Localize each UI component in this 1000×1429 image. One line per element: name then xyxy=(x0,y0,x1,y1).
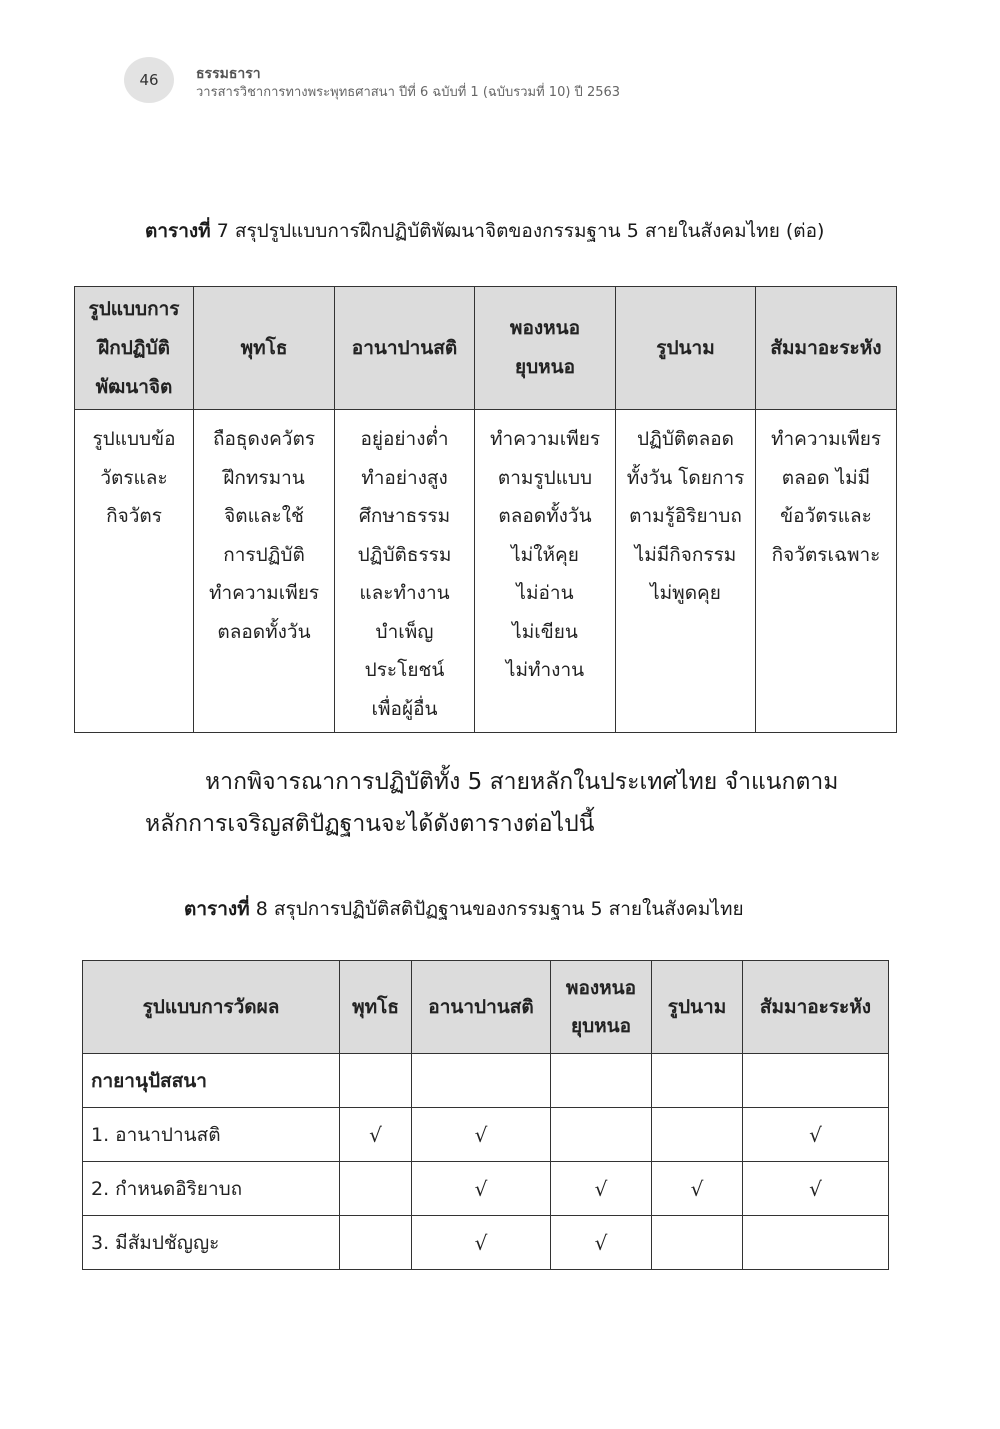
table7-header-cell: อานาปานสติ xyxy=(335,287,475,410)
body-paragraph-line2: หลักการเจริญสติปัฏฐานจะได้ดังตารางต่อไปนี้ xyxy=(145,811,595,837)
table8-header-cell: พุทโธ xyxy=(340,961,412,1054)
table7-caption-label: ตารางที่ xyxy=(145,220,211,242)
table7-cell: ทำความเพียร ตามรูปแบบ ตลอดทั้งวัน ไม่ให้คุย ไม่อ่าน ไม่เขียน ไม่ทำงาน xyxy=(475,410,616,733)
table8 xyxy=(82,960,889,1270)
table7-header-cell: รูปนาม xyxy=(616,287,756,410)
running-header xyxy=(196,64,620,102)
check-mark xyxy=(340,1162,412,1216)
table7-header-cell: พุทโธ xyxy=(194,287,335,410)
table8-row xyxy=(83,1216,889,1270)
table8-cell xyxy=(652,1054,743,1108)
check-mark: √ xyxy=(743,1108,889,1162)
table8-header-row xyxy=(83,961,889,1054)
journal-issue: วารสารวิชาการทางพระพุทธศาสนา ปีที่ 6 ฉบับที่ 1 (ฉบับรวมที่ 10) ปี 2563 xyxy=(196,85,621,100)
check-mark: √ xyxy=(412,1108,551,1162)
table7-row xyxy=(75,410,897,733)
table7-cell: รูปแบบข้อ วัตรและ กิจวัตร xyxy=(75,410,194,733)
check-mark: √ xyxy=(412,1162,551,1216)
table8-cell xyxy=(412,1054,551,1108)
table8-header-cell: รูปแบบการวัดผล xyxy=(83,961,340,1054)
table8-cell xyxy=(340,1054,412,1108)
table7-caption-number: 7 xyxy=(216,220,229,242)
check-mark: √ xyxy=(340,1108,412,1162)
table7-header-cell: สัมมาอะระหัง xyxy=(756,287,897,410)
table7-header-cell: พองหนอ ยุบหนอ xyxy=(475,287,616,410)
check-mark xyxy=(652,1216,743,1270)
check-mark: √ xyxy=(551,1216,652,1270)
table8-cell xyxy=(551,1054,652,1108)
table8-row-label: 3. มีสัมปชัญญะ xyxy=(83,1216,340,1270)
table8-header-cell: พองหนอ ยุบหนอ xyxy=(551,961,652,1054)
table8-caption-label: ตารางที่ xyxy=(184,898,250,920)
table8-caption-text: สรุปการปฏิบัติสติปัฏฐานของกรรมฐาน 5 สายในสังคมไทย xyxy=(273,898,744,920)
table8-group-row xyxy=(83,1054,889,1108)
table7-caption xyxy=(145,216,824,246)
table8-caption-number: 8 xyxy=(255,898,268,920)
body-paragraph-line1: หากพิจารณาการปฏิบัติทั้ง 5 สายหลักในประเทศไทย จำแนกตาม xyxy=(205,769,839,795)
table7-cell: ปฏิบัติตลอด ทั้งวัน โดยการ ตามรู้อิริยาบถ ไม่มีกิจกรรม ไม่พูดคุย xyxy=(616,410,756,733)
check-mark xyxy=(652,1108,743,1162)
table7-caption-text: สรุปรูปแบบการฝึกปฏิบัติพัฒนาจิตของกรรมฐาน 5 สายในสังคมไทย (ต่อ) xyxy=(234,220,825,242)
table7-header-row xyxy=(75,287,897,410)
check-mark: √ xyxy=(551,1162,652,1216)
table8-header-cell: สัมมาอะระหัง xyxy=(743,961,889,1054)
table7-cell: ทำความเพียร ตลอด ไม่มี ข้อวัตรและ กิจวัตรเฉพาะ xyxy=(756,410,897,733)
table8-caption xyxy=(184,894,744,924)
check-mark: √ xyxy=(412,1216,551,1270)
journal-name: ธรรมธารา xyxy=(196,66,261,82)
check-mark: √ xyxy=(743,1162,889,1216)
table8-row-label: 2. กำหนดอิริยาบถ xyxy=(83,1162,340,1216)
table8-row-label: 1. อานาปานสติ xyxy=(83,1108,340,1162)
table8-header-cell: อานาปานสติ xyxy=(412,961,551,1054)
table8-row xyxy=(83,1162,889,1216)
table7-cell: อยู่อย่างต่ำ ทำอย่างสูง ศึกษาธรรม ปฏิบัติธรรม และทำงาน บำเพ็ญ ประโยชน์ เพื่อผู้อื่น xyxy=(335,410,475,733)
table8-cell xyxy=(743,1054,889,1108)
check-mark xyxy=(743,1216,889,1270)
table8-group-label: กายานุปัสสนา xyxy=(83,1054,340,1108)
check-mark xyxy=(340,1216,412,1270)
check-mark: √ xyxy=(652,1162,743,1216)
table7-cell: ถือธุดงควัตร ฝึกทรมาน จิตและใช้ การปฏิบัติ ทำความเพียร ตลอดทั้งวัน xyxy=(194,410,335,733)
check-mark xyxy=(551,1108,652,1162)
table8-header-cell: รูปนาม xyxy=(652,961,743,1054)
table7-header-cell: รูปแบบการ ฝึกปฏิบัติ พัฒนาจิต xyxy=(75,287,194,410)
table8-row xyxy=(83,1108,889,1162)
table7 xyxy=(74,286,897,733)
page-number-badge: 46 xyxy=(124,57,174,103)
